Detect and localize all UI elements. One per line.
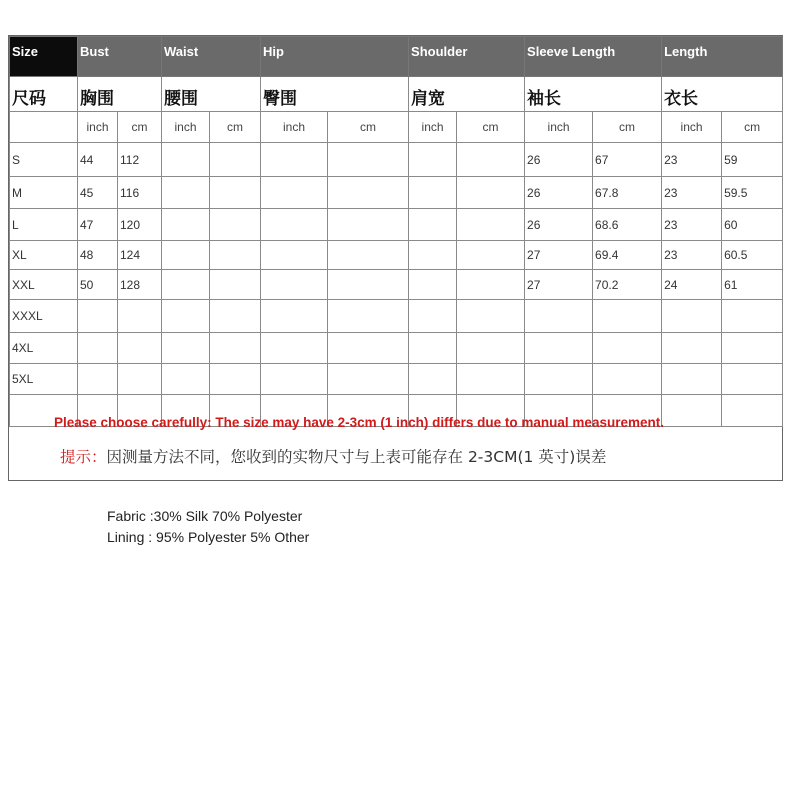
size-label-cell: S	[10, 143, 78, 177]
measurement-cell	[210, 333, 261, 364]
measurement-cell	[457, 241, 525, 270]
measurement-cell	[722, 300, 783, 333]
measurement-cell	[409, 364, 457, 395]
unit-cell: cm	[457, 112, 525, 143]
unit-cell: cm	[593, 112, 662, 143]
measurement-cell	[261, 143, 328, 177]
measurement-cell	[662, 395, 722, 427]
measurement-cell	[722, 364, 783, 395]
measurement-cell: 128	[118, 270, 162, 300]
measurement-cell: 112	[118, 143, 162, 177]
measurement-cell	[162, 364, 210, 395]
measurement-cell: 69.4	[593, 241, 662, 270]
size-row	[10, 241, 783, 270]
measurement-cell	[210, 143, 261, 177]
measurement-cell: 59	[722, 143, 783, 177]
measurement-cell: 67.8	[593, 177, 662, 209]
measurement-cell	[328, 241, 409, 270]
size-row	[10, 270, 783, 300]
size-label-cell: 4XL	[10, 333, 78, 364]
measurement-cell: 48	[78, 241, 118, 270]
unit-cell: inch	[261, 112, 328, 143]
measurement-cell: 23	[662, 241, 722, 270]
measurement-cell	[409, 143, 457, 177]
measurement-cell: 26	[525, 209, 593, 241]
measurement-cell	[328, 177, 409, 209]
measurement-cell	[78, 300, 118, 333]
measurement-cell: 50	[78, 270, 118, 300]
size-row	[10, 209, 783, 241]
size-row	[10, 364, 783, 395]
measurement-cell	[261, 300, 328, 333]
unit-cell: cm	[210, 112, 261, 143]
measurement-cell: 27	[525, 241, 593, 270]
measurement-cell	[457, 333, 525, 364]
measurement-cell	[593, 333, 662, 364]
measurement-cell	[162, 270, 210, 300]
measurement-cell	[210, 300, 261, 333]
measurement-cell	[328, 209, 409, 241]
header-row-english	[10, 37, 783, 77]
measurement-cell	[162, 241, 210, 270]
header-en-cell: Waist	[162, 37, 261, 77]
measurement-cell: 70.2	[593, 270, 662, 300]
measurement-cell	[261, 209, 328, 241]
measurement-cell	[328, 270, 409, 300]
header-cn-cell: 衣长	[662, 77, 783, 112]
header-en-cell: Length	[662, 37, 783, 77]
size-row	[10, 143, 783, 177]
size-row	[10, 177, 783, 209]
measurement-cell	[457, 209, 525, 241]
unit-cell: inch	[409, 112, 457, 143]
measurement-cell	[261, 177, 328, 209]
measurement-cell	[457, 270, 525, 300]
measurement-cell: 61	[722, 270, 783, 300]
measurement-cell: 23	[662, 143, 722, 177]
measurement-cell	[261, 364, 328, 395]
size-label-cell: XL	[10, 241, 78, 270]
size-row	[10, 300, 783, 333]
measurement-cell	[662, 364, 722, 395]
measurement-cell	[593, 300, 662, 333]
measurement-cell: 60.5	[722, 241, 783, 270]
measurement-cell	[210, 241, 261, 270]
header-en-cell: Hip	[261, 37, 409, 77]
header-en-cell: Shoulder	[409, 37, 525, 77]
header-cn-cell: 胸围	[78, 77, 162, 112]
measurement-cell	[78, 333, 118, 364]
measurement-cell	[457, 300, 525, 333]
measurement-cell	[328, 364, 409, 395]
note-label: 提示：	[60, 448, 107, 466]
header-cn-cell: 袖长	[525, 77, 662, 112]
header-cn-cell: 腰围	[162, 77, 261, 112]
measurement-cell	[722, 333, 783, 364]
measurement-cell: 44	[78, 143, 118, 177]
unit-cell: inch	[78, 112, 118, 143]
measurement-note-english: Please choose carefully: The size may have 2-3cm (1 inch) differs due to manual measurement.	[54, 415, 664, 430]
header-en-cell: Bust	[78, 37, 162, 77]
measurement-cell	[409, 333, 457, 364]
measurement-cell: 23	[662, 177, 722, 209]
header-en-cell: Size	[10, 37, 78, 77]
measurement-cell: 59.5	[722, 177, 783, 209]
measurement-cell	[525, 300, 593, 333]
note-text: 因测量方法不同，您收到的实物尺寸与上表可能存在 2-3CM(1 英寸)误差	[106, 448, 607, 466]
unit-cell: inch	[662, 112, 722, 143]
measurement-note-chinese	[60, 445, 606, 467]
measurement-cell: 124	[118, 241, 162, 270]
measurement-cell	[409, 300, 457, 333]
size-label-cell: L	[10, 209, 78, 241]
unit-cell: cm	[722, 112, 783, 143]
measurement-cell	[662, 333, 722, 364]
measurement-cell	[210, 177, 261, 209]
measurement-cell	[457, 143, 525, 177]
unit-cell	[10, 112, 78, 143]
size-label-cell: XXXL	[10, 300, 78, 333]
size-table	[9, 36, 783, 427]
measurement-cell	[162, 333, 210, 364]
header-cn-cell: 肩宽	[409, 77, 525, 112]
header-cn-cell: 臀围	[261, 77, 409, 112]
header-cn-cell: 尺码	[10, 77, 78, 112]
measurement-cell	[162, 177, 210, 209]
units-row	[10, 112, 783, 143]
fabric-line: Fabric :30% Silk 70% Polyester	[107, 508, 303, 524]
measurement-cell	[457, 177, 525, 209]
unit-cell: cm	[118, 112, 162, 143]
measurement-cell	[593, 364, 662, 395]
header-en-cell: Sleeve Length	[525, 37, 662, 77]
measurement-cell	[722, 395, 783, 427]
lining-line: Lining : 95% Polyester 5% Other	[107, 529, 310, 545]
size-label-cell: M	[10, 177, 78, 209]
measurement-cell	[525, 333, 593, 364]
measurement-cell	[409, 270, 457, 300]
measurement-cell	[525, 364, 593, 395]
size-row	[10, 333, 783, 364]
measurement-cell	[457, 364, 525, 395]
size-label-cell: XXL	[10, 270, 78, 300]
fabric-info	[107, 506, 309, 548]
measurement-cell: 45	[78, 177, 118, 209]
size-chart	[8, 35, 783, 481]
measurement-cell: 116	[118, 177, 162, 209]
measurement-cell	[409, 177, 457, 209]
header-row-chinese	[10, 77, 783, 112]
measurement-cell	[162, 300, 210, 333]
measurement-cell	[210, 270, 261, 300]
measurement-cell	[662, 300, 722, 333]
measurement-cell: 47	[78, 209, 118, 241]
measurement-cell: 120	[118, 209, 162, 241]
unit-cell: cm	[328, 112, 409, 143]
measurement-cell	[409, 241, 457, 270]
measurement-cell	[261, 333, 328, 364]
measurement-cell: 23	[662, 209, 722, 241]
measurement-cell	[409, 209, 457, 241]
measurement-cell	[261, 270, 328, 300]
measurement-cell	[328, 300, 409, 333]
measurement-cell	[328, 333, 409, 364]
measurement-cell	[118, 333, 162, 364]
measurement-cell: 27	[525, 270, 593, 300]
measurement-cell: 26	[525, 143, 593, 177]
measurement-cell: 24	[662, 270, 722, 300]
measurement-cell: 26	[525, 177, 593, 209]
measurement-cell	[210, 209, 261, 241]
measurement-cell: 67	[593, 143, 662, 177]
size-label-cell: 5XL	[10, 364, 78, 395]
unit-cell: inch	[162, 112, 210, 143]
measurement-cell	[162, 209, 210, 241]
measurement-cell: 60	[722, 209, 783, 241]
measurement-cell	[210, 364, 261, 395]
unit-cell: inch	[525, 112, 593, 143]
measurement-cell	[118, 300, 162, 333]
measurement-cell	[261, 241, 328, 270]
measurement-cell	[78, 364, 118, 395]
measurement-cell: 68.6	[593, 209, 662, 241]
measurement-cell	[328, 143, 409, 177]
measurement-cell	[118, 364, 162, 395]
measurement-cell	[162, 143, 210, 177]
